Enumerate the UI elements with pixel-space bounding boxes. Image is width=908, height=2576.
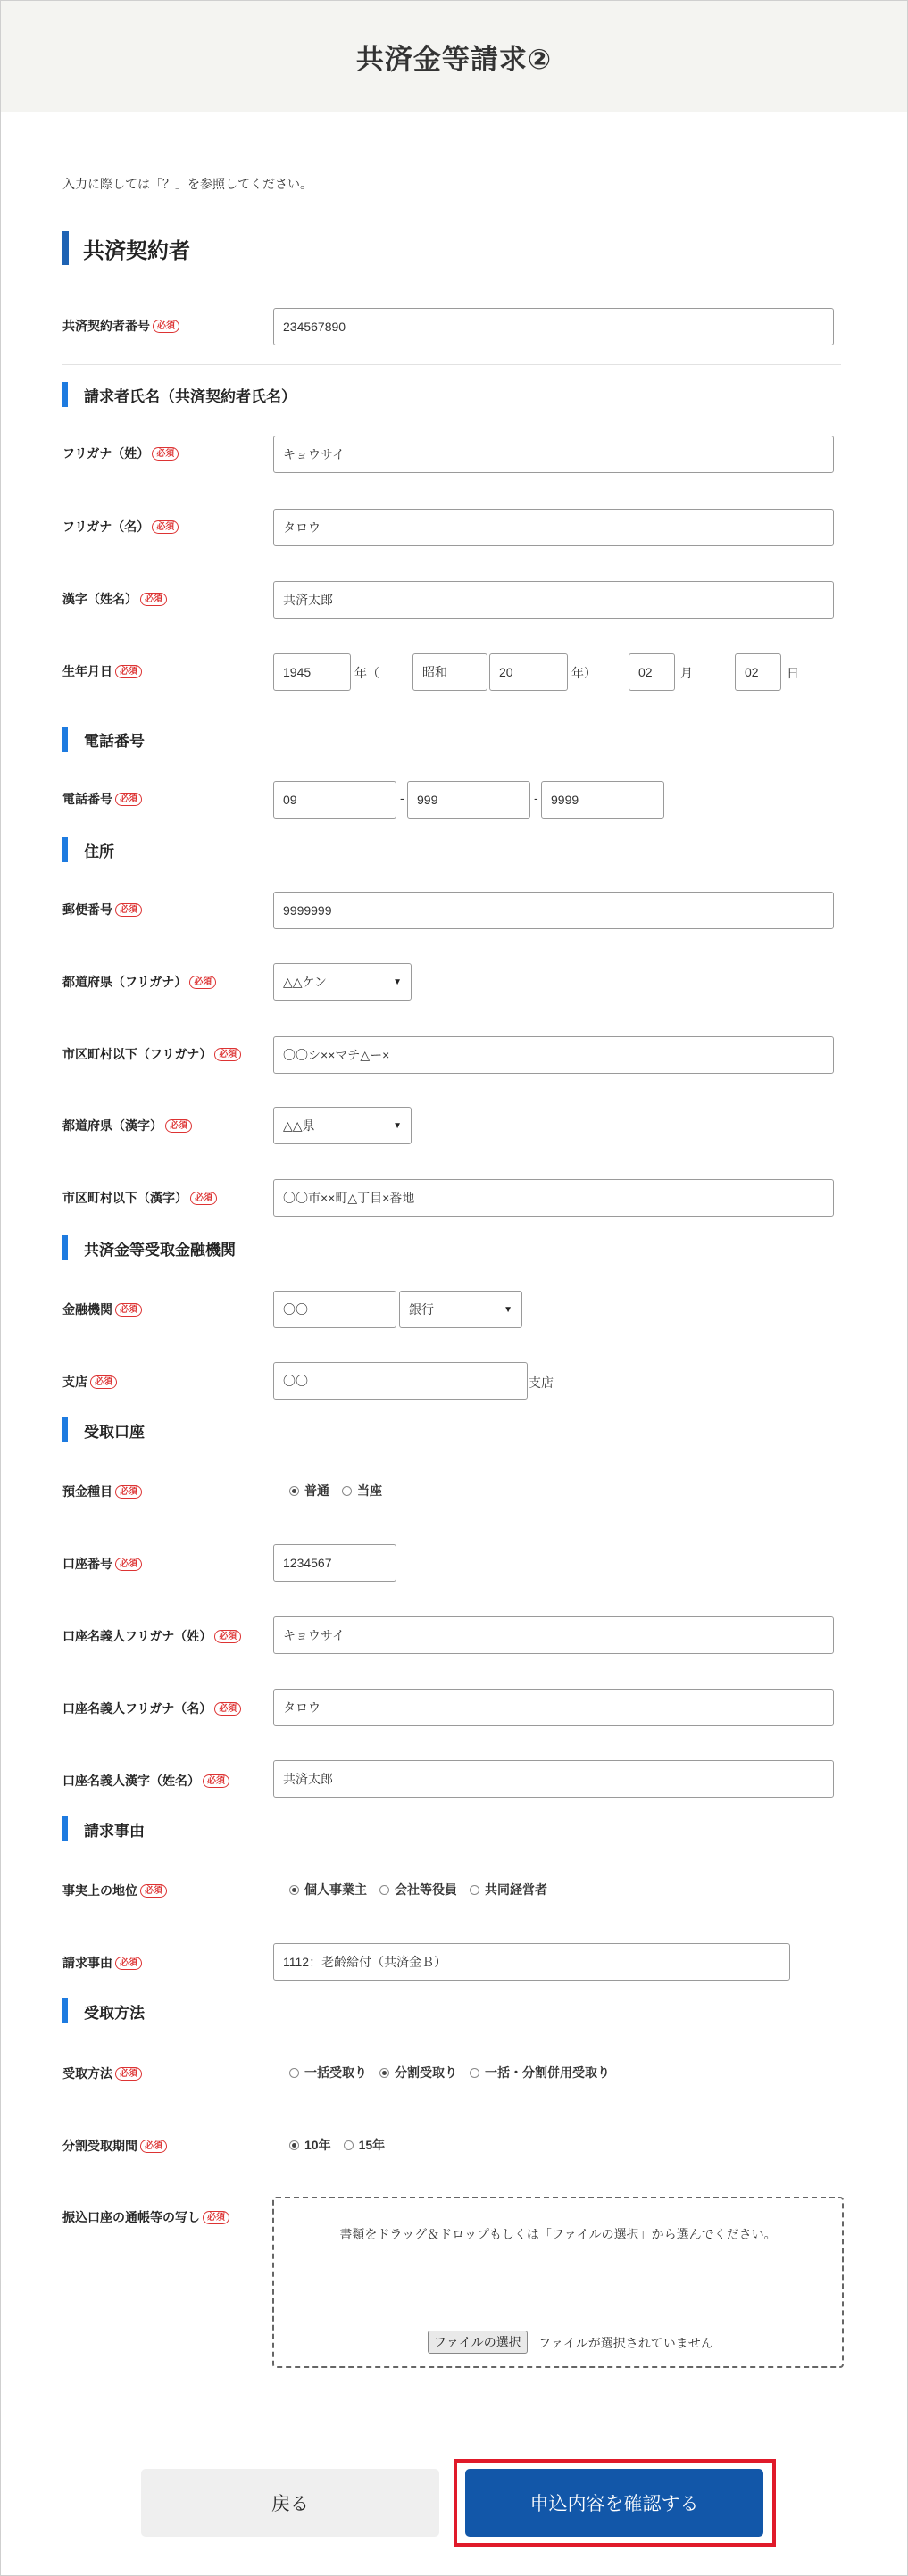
bank-type-select[interactable]: 銀行 ▼ (399, 1291, 522, 1328)
input-note: 入力に際しては「？」を参照してください。 (62, 177, 312, 191)
required-badge: 必須 (152, 520, 179, 534)
radio-installment[interactable]: 分割受取り (379, 2064, 457, 2082)
city-kana-input[interactable]: 〇〇シ××マチ△ー× (273, 1036, 834, 1074)
required-badge: 必須 (189, 976, 216, 989)
page-header (1, 1, 907, 112)
kanji-name-input[interactable]: 共済太郎 (273, 581, 834, 619)
era-year-input[interactable]: 20 (489, 653, 568, 691)
required-badge: 必須 (214, 1048, 241, 1061)
account-number-label: 口座番号 必須 (62, 1555, 142, 1573)
branch-input[interactable]: 〇〇 (273, 1362, 528, 1400)
pref-kana-label: 都道府県（フリガナ） 必須 (62, 973, 216, 991)
section-claimant: 請求者氏名（共済契約者氏名） (62, 382, 296, 407)
holder-kana-first-label: 口座名義人フリガナ（名） 必須 (62, 1699, 241, 1717)
file-status-text: ファイルが選択されていません (538, 2336, 713, 2350)
required-badge: 必須 (115, 1558, 142, 1571)
dropdown-caret-icon: ▼ (504, 1304, 512, 1315)
radio-empty-icon (470, 2068, 479, 2078)
phone-label: 電話番号 必須 (62, 790, 142, 808)
birth-month-input[interactable]: 02 (629, 653, 675, 691)
holder-kana-first-input[interactable]: タロウ (273, 1689, 834, 1726)
required-badge: 必須 (115, 903, 142, 917)
kana-last-label: フリガナ（姓） 必須 (62, 445, 179, 462)
radio-selected-icon (289, 1486, 299, 1496)
receipt-method-radios (289, 2064, 622, 2082)
confirm-button[interactable]: 申込内容を確認する (465, 2469, 763, 2537)
zip-label: 郵便番号 必須 (62, 901, 142, 918)
era-year-suffix: 年） (571, 666, 596, 680)
required-badge: 必須 (115, 2067, 142, 2081)
section-bank: 共済金等受取金融機関 (62, 1235, 236, 1260)
phone-part3-input[interactable]: 9999 (541, 781, 664, 819)
required-badge: 必須 (140, 1884, 167, 1898)
radio-empty-icon (344, 2140, 354, 2150)
divider (62, 364, 841, 365)
holder-kana-last-input[interactable]: キョウサイ (273, 1616, 834, 1654)
phone-part2-input[interactable]: 999 (407, 781, 530, 819)
radio-company-officer[interactable]: 会社等役員 (379, 1881, 457, 1899)
required-badge: 必須 (90, 1375, 117, 1389)
required-badge: 必須 (152, 447, 179, 461)
file-drop-zone[interactable] (272, 2197, 844, 2368)
holder-kanji-label: 口座名義人漢字（姓名） 必須 (62, 1772, 229, 1790)
branch-suffix: 支店 (529, 1375, 554, 1390)
section-contractor: 共済契約者 (62, 231, 190, 265)
required-badge: 必須 (214, 1630, 241, 1643)
kana-first-label: フリガナ（名） 必須 (62, 518, 179, 536)
year-paren-text: 年（ (354, 666, 379, 680)
required-badge: 必須 (115, 1957, 142, 1970)
month-suffix: 月 (680, 666, 693, 680)
required-badge: 必須 (115, 793, 142, 806)
bank-institution-label: 金融機関 必須 (62, 1300, 142, 1318)
required-badge: 必須 (203, 1774, 229, 1788)
radio-toza[interactable]: 当座 (342, 1482, 382, 1500)
section-account: 受取口座 (62, 1417, 145, 1442)
required-badge: 必須 (190, 1192, 217, 1205)
phone-part1-input[interactable]: 09 (273, 781, 396, 819)
page-title: 共済金等請求② (355, 44, 553, 75)
claim-reason-input[interactable]: 1112：老齢給付（共済金Ｂ） (273, 1943, 790, 1981)
pref-kanji-label: 都道府県（漢字） 必須 (62, 1117, 192, 1134)
required-badge: 必須 (140, 2140, 167, 2153)
required-badge: 必須 (214, 1702, 241, 1716)
position-radios (289, 1881, 560, 1899)
radio-15-years[interactable]: 15年 (344, 2136, 386, 2154)
dropdown-caret-icon: ▼ (393, 976, 402, 987)
radio-selected-icon (289, 2140, 299, 2150)
radio-selected-icon (379, 2068, 389, 2078)
pref-kanji-select[interactable]: △△県 ▼ (273, 1107, 412, 1144)
required-badge: 必須 (203, 2211, 229, 2224)
radio-empty-icon (289, 2068, 299, 2078)
installment-period-radios (289, 2136, 397, 2154)
required-badge: 必須 (153, 320, 179, 333)
radio-10-years[interactable]: 10年 (289, 2136, 331, 2154)
required-badge: 必須 (115, 1485, 142, 1499)
holder-kana-last-label: 口座名義人フリガナ（姓） 必須 (62, 1627, 241, 1645)
required-badge: 必須 (165, 1119, 192, 1133)
section-address: 住所 (62, 837, 114, 862)
section-receipt: 受取方法 (62, 1998, 145, 2023)
radio-combined[interactable]: 一括・分割併用受取り (470, 2064, 610, 2082)
radio-selected-icon (289, 1885, 299, 1895)
birth-year-input[interactable]: 1945 (273, 653, 351, 691)
section-reason: 請求事由 (62, 1816, 145, 1841)
zip-input[interactable]: 9999999 (273, 892, 834, 929)
radio-co-manager[interactable]: 共同経営者 (470, 1881, 547, 1899)
position-label: 事実上の地位 必須 (62, 1882, 167, 1899)
kana-first-input[interactable]: タロウ (273, 509, 834, 546)
city-kanji-label: 市区町村以下（漢字） 必須 (62, 1189, 217, 1207)
pref-kana-select[interactable]: △△ケン ▼ (273, 963, 412, 1001)
city-kana-label: 市区町村以下（フリガナ） 必須 (62, 1045, 241, 1063)
contractor-number-input[interactable]: 234567890 (273, 308, 834, 345)
city-kanji-input[interactable]: 〇〇市××町△丁目×番地 (273, 1179, 834, 1217)
claim-reason-label: 請求事由 必須 (62, 1954, 142, 1972)
day-suffix: 日 (787, 666, 799, 680)
deposit-type-radios (289, 1482, 395, 1500)
required-badge: 必須 (115, 1303, 142, 1317)
phone-separator: - (400, 791, 404, 805)
phone-separator: - (534, 791, 538, 805)
radio-lump-sum[interactable]: 一括受取り (289, 2064, 367, 2082)
contractor-number-label: 共済契約者番号 必須 (62, 317, 179, 335)
account-number-input[interactable]: 1234567 (273, 1544, 396, 1582)
back-button[interactable]: 戻る (141, 2469, 439, 2537)
radio-empty-icon (470, 1885, 479, 1895)
receipt-method-label: 受取方法 必須 (62, 2065, 142, 2082)
birthdate-label: 生年月日 必須 (62, 662, 142, 680)
section-phone: 電話番号 (62, 727, 145, 752)
deposit-type-label: 預金種目 必須 (62, 1483, 142, 1500)
file-select-button[interactable]: ファイルの選択 (428, 2331, 528, 2354)
kanji-name-label: 漢字（姓名） 必須 (62, 590, 167, 608)
installment-period-label: 分割受取期間 必須 (62, 2137, 167, 2155)
kana-last-input[interactable]: キョウサイ (273, 436, 834, 473)
branch-label: 支店 必須 (62, 1373, 117, 1391)
passbook-copy-label: 振込口座の通帳等の写し 必須 (62, 2208, 229, 2226)
radio-empty-icon (342, 1486, 352, 1496)
bank-name-input[interactable]: 〇〇 (273, 1291, 396, 1328)
required-badge: 必須 (140, 593, 167, 606)
radio-sole-proprietor[interactable]: 個人事業主 (289, 1881, 367, 1899)
birth-day-input[interactable]: 02 (735, 653, 781, 691)
era-input[interactable]: 昭和 (412, 653, 487, 691)
radio-futsu[interactable]: 普通 (289, 1482, 329, 1500)
holder-kanji-input[interactable]: 共済太郎 (273, 1760, 834, 1798)
radio-empty-icon (379, 1885, 389, 1895)
drop-zone-message: 書類をドラッグ＆ドロップもしくは「ファイルの選択」から選んでください。 (339, 2227, 777, 2241)
required-badge: 必須 (115, 665, 142, 678)
dropdown-caret-icon: ▼ (393, 1120, 402, 1131)
